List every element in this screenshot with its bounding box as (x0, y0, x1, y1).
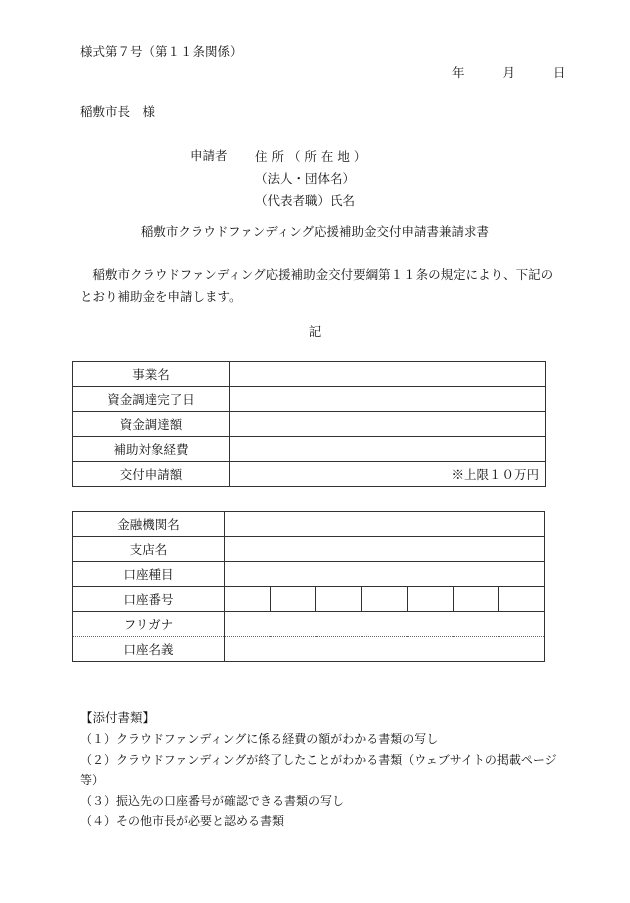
account-number-digit-3[interactable] (316, 587, 362, 612)
account-type-field[interactable] (225, 562, 545, 587)
date-month-label: 月 (502, 65, 515, 80)
attachments-list (80, 729, 570, 832)
account-number-digit-2[interactable] (270, 587, 316, 612)
document-title: 稲敷市クラウドファンディング応援補助金交付申請書兼請求書 (140, 224, 490, 239)
project-name-label: 事業名 (73, 362, 230, 387)
list-item: （４）その他市長が必要と認める書類 (80, 814, 285, 828)
table-row (73, 587, 545, 612)
account-number-digit-5[interactable] (407, 587, 453, 612)
table-row (73, 612, 545, 637)
list-item: （１）クラウドファンディングに係る経費の額がわかる書類の写し (80, 732, 439, 746)
application-amount-field[interactable]: ※上限１０万円 (230, 462, 546, 487)
date-day-label: 日 (552, 65, 566, 80)
funding-completion-date-label: 資金調達完了日 (73, 387, 230, 412)
ki-heading: 記 (308, 324, 322, 339)
project-name-field[interactable] (230, 362, 546, 387)
date-year-label: 年 (452, 65, 465, 80)
account-holder-label: 口座名義 (73, 637, 225, 662)
account-type-label: 口座種目 (73, 562, 225, 587)
furigana-label: フリガナ (73, 612, 225, 637)
table-row (73, 512, 545, 537)
account-number-label: 口座番号 (73, 587, 225, 612)
furigana-field[interactable] (225, 612, 545, 637)
account-holder-field[interactable] (225, 637, 545, 662)
table-row (73, 637, 545, 662)
funding-amount-label: 資金調達額 (73, 412, 230, 437)
table-row (73, 412, 546, 437)
list-item: （２）クラウドファンディングが終了したことがわかる書類（ウェブサイトの掲載ページ等） (80, 752, 557, 787)
body-text: 稲敷市クラウドファンディング応援補助金交付要綱第１１条の規定により、下記のとおり補助金を申請します。 (80, 267, 554, 304)
account-number-digit-1[interactable] (225, 587, 271, 612)
application-amount-label: 交付申請額 (73, 462, 230, 487)
bank-name-label: 金融機関名 (73, 512, 225, 537)
addressee: 稲敷市長 様 (80, 104, 156, 119)
table-row (73, 387, 546, 412)
branch-name-label: 支店名 (73, 537, 225, 562)
table-row (73, 537, 545, 562)
date-line (452, 63, 565, 81)
applicant-details (255, 146, 366, 212)
applicant-label: 申請者 (190, 148, 228, 163)
account-number-digit-7[interactable] (499, 587, 545, 612)
table-row (73, 462, 546, 487)
applicant-representative: （代表者職）氏名 (255, 193, 356, 208)
applicant-organization: （法人・団体名） (255, 171, 356, 186)
bank-table (72, 511, 545, 662)
eligible-expense-field[interactable] (230, 437, 546, 462)
table-row (73, 362, 546, 387)
funding-amount-field[interactable] (230, 412, 546, 437)
form-number: 様式第７号（第１１条関係） (80, 44, 243, 59)
attachments-heading: 【添付書類】 (80, 710, 156, 725)
funding-completion-date-field[interactable] (230, 387, 546, 412)
list-item: （３）振込先の口座番号が確認できる書類の写し (80, 793, 345, 808)
account-number-digit-4[interactable] (362, 587, 408, 612)
table-row (73, 437, 546, 462)
applicant-address: 住 所 （ 所 在 地 ） (255, 149, 367, 164)
project-table (72, 361, 546, 487)
bank-name-field[interactable] (225, 512, 545, 537)
branch-name-field[interactable] (225, 537, 545, 562)
account-number-digit-6[interactable] (453, 587, 499, 612)
table-row (73, 562, 545, 587)
eligible-expense-label: 補助対象経費 (73, 437, 230, 462)
